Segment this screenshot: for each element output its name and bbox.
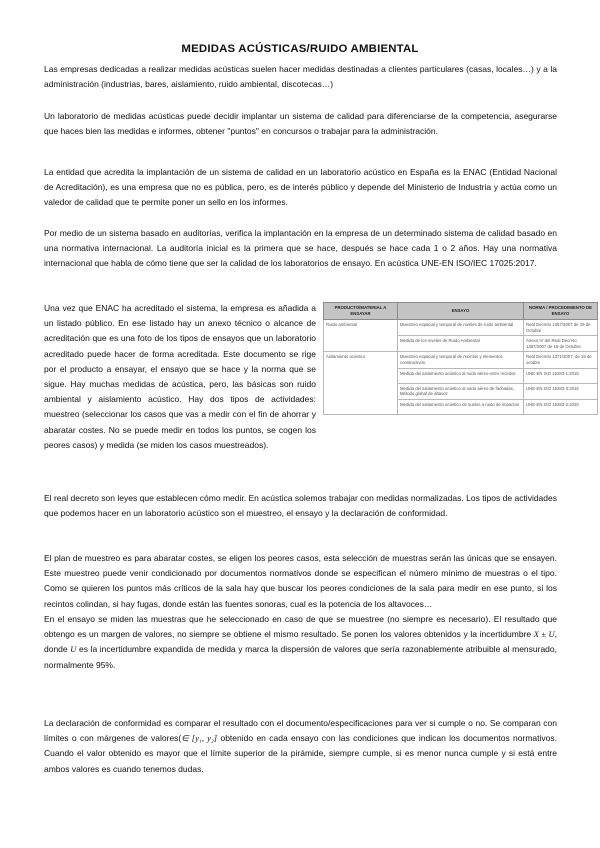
paragraph-laboratorio: Un laboratorio de medidas acústicas puede decidir implantar un sistema de calidad para diferenciarse de la competencia, asegurarse que haces bien las medidas e informes, obtener "puntos" en concursos o trabajar para la administración. <box>44 111 557 137</box>
paragraph-ensayo <box>44 612 557 673</box>
table-cell-norma: UNE-EN ISO 16283-3:2016 <box>524 383 598 399</box>
table-cell-material <box>324 399 398 414</box>
paragraph-enac: La entidad que acredita la implantación de un sistema de calidad en un laboratorio acústico en España es la ENAC (Entidad Nacional de Acreditación), es una empresa que no es pública, pero, es de interés público y depende del Ministerio de Industria y actúa como un valedor de calidad que te permite poner un sello en los informes. <box>44 167 557 208</box>
table-cell-norma: Real Decreto 1367/2007 de 19 de Octubre <box>524 320 598 336</box>
table-header: NORMA / PROCEDIMIENTO DE ENSAYO <box>524 303 598 320</box>
table-header: ENSAYO <box>397 303 523 320</box>
table-cell-norma: UNE-EN ISO 16283-1:2015 <box>524 368 598 383</box>
table-cell-ensayo: Medida del aislamiento acústico de suelos a ruido de impactos <box>397 399 523 414</box>
table-header-row <box>324 303 598 320</box>
table-row <box>324 399 598 414</box>
paragraph-listado-publico: Una vez que ENAC ha acreditado el sistema, la empresa es añadida a un listado público. En ese listado hay un anexo técnico o alcance de acreditación que es una foto de los tipos de ensayos que un laboratorio acreditado puede hacer de forma acreditada. Este documento se rige por el producto a ensayar, el ensayo que se hace y la norma que se sigue. Hay muchas medidas de acústica, pero, las básicas son ruido ambiental y aislamiento acústico. Hay dos tipos de actividades: muestreo (seleccionar los casos que vas a medir con el fin de ahorrar y abaratar costes. No se puede medir en todos los puntos, se cogen los peores casos) y medida (se miden los casos muestreados). <box>44 303 316 450</box>
uncertainty-variable: U <box>70 644 77 655</box>
ensayo-text: es la incertidumbre expandida de medida y marca la dispersión de valores que sería razonablemente atribuible al mensurado, normalmente 95%. <box>44 644 557 670</box>
conformidad-text: La declaración de conformidad es comparar el resultado con el documento/especificaciones para ver si cumple o no. Se comparan con límites o con márgenes de valores( <box>44 718 557 744</box>
table-cell-material: Ruido ambiental <box>324 320 398 336</box>
table-row <box>324 320 598 336</box>
table-row <box>324 368 598 383</box>
table-row <box>324 336 598 352</box>
accreditation-scope-table <box>323 302 598 415</box>
table-cell-material <box>324 336 398 352</box>
paragraph-declaracion-conformidad <box>44 716 557 777</box>
conformidad-text: obtenido en cada ensayo con las condiciones que indican los documentos normativos. Cuando el valor obtenido es mayor que el límite superior de la pirámide, siempre cumple, si es menor nunca cumple y si está entre ambos valores es cuando tenemos dudas. <box>44 733 557 774</box>
paragraph-auditorias: Por medio de un sistema basado en auditorías, verifica la implantación en la empresa de un determinado sistema de calidad basado en una normativa internacional. La auditoría inicial es la primera que se hace, después se hace cada 1 o 2 años. Hay una normativa internacional que habla de cómo tiene que ser la calidad de los laboratorios de ensayo. En acústica UNE-EN ISO/IEC 17025:2017. <box>44 228 557 269</box>
table-cell-ensayo: Muestreo espacial y temporal de niveles de ruido ambiental <box>397 320 523 336</box>
paragraph-plan-muestreo: El plan de muestreo es para abaratar costes, se eligen los peores casos, esta selección de muestras serán las únicas que se ensayen. Este muestreo puede venir condicionado por documentos normativos donde se especifican el número mínimo de muestras o el tipo. Como se quieren los puntos más críticos de la sala hay que buscar los peores condiciones de la sala para medir en ese punto, si los recintos colindan, si hay fugas, donde están las fuentes sonoras, cual es la potencia de los altavoces… <box>44 553 557 609</box>
table-cell-material <box>324 368 398 383</box>
table-cell-norma: Anexo IV del Real Decreto 1367/2007 de 19 de Octubre <box>524 336 598 352</box>
table-cell-material <box>324 383 398 399</box>
table-cell-ensayo: Medida del aislamiento acústico al ruido aéreo de fachadas. Método global de altavoz <box>397 383 523 399</box>
table-cell-ensayo: Medida del aislamiento acústico al ruido aéreo entre recintos <box>397 368 523 383</box>
table-cell-ensayo: Muestreo espacial y temporal de recintos y elementos constructivos <box>397 352 523 368</box>
ensayo-text: , donde <box>44 629 557 655</box>
table-cell-ensayo: Medida de los niveles de Ruido Ambiental <box>397 336 523 352</box>
table-header: PRODUCTO/MATERIAL A ENSAYAR <box>324 303 398 320</box>
table-cell-norma: UNE-EN ISO 16283-2:2020 <box>524 399 598 414</box>
table-row <box>324 352 598 368</box>
ensayo-text: En el ensayo se miden las muestras que he seleccionado en caso de que se muestree (no siempre es necesario). El resultado que obtengo es un margen de valores, no siempre se obtiene el mismo resultado. Se ponen los valores obtenidos y la incertidumbre <box>44 614 557 640</box>
interval-formula: ∈ [y₁, y₂] <box>181 733 218 744</box>
paragraph-real-decreto: El real decreto son leyes que establecen cómo medir. En acústica solemos trabajar con medidas normalizadas. Los tipos de actividades que podemos hacer en un laboratorio acústico son el muestreo, el ensayo y la declaración de conformidad. <box>44 493 557 519</box>
uncertainty-formula: X ± U <box>533 629 555 640</box>
table-cell-material: Aislamiento acústico <box>324 352 398 368</box>
document-title: MEDIDAS ACÚSTICAS/RUIDO AMBIENTAL <box>181 43 419 55</box>
paragraph-intro: Las empresas dedicadas a realizar medidas acústicas suelen hacer medidas destinadas a clientes particulares (casas, locales…) y a la administración (industrias, bares, aislamiento, ruido ambiental, discotecas…) <box>44 64 557 90</box>
table-row <box>324 383 598 399</box>
table-cell-norma: Real Decreto 1371/2007, de 19 de octubre <box>524 352 598 368</box>
